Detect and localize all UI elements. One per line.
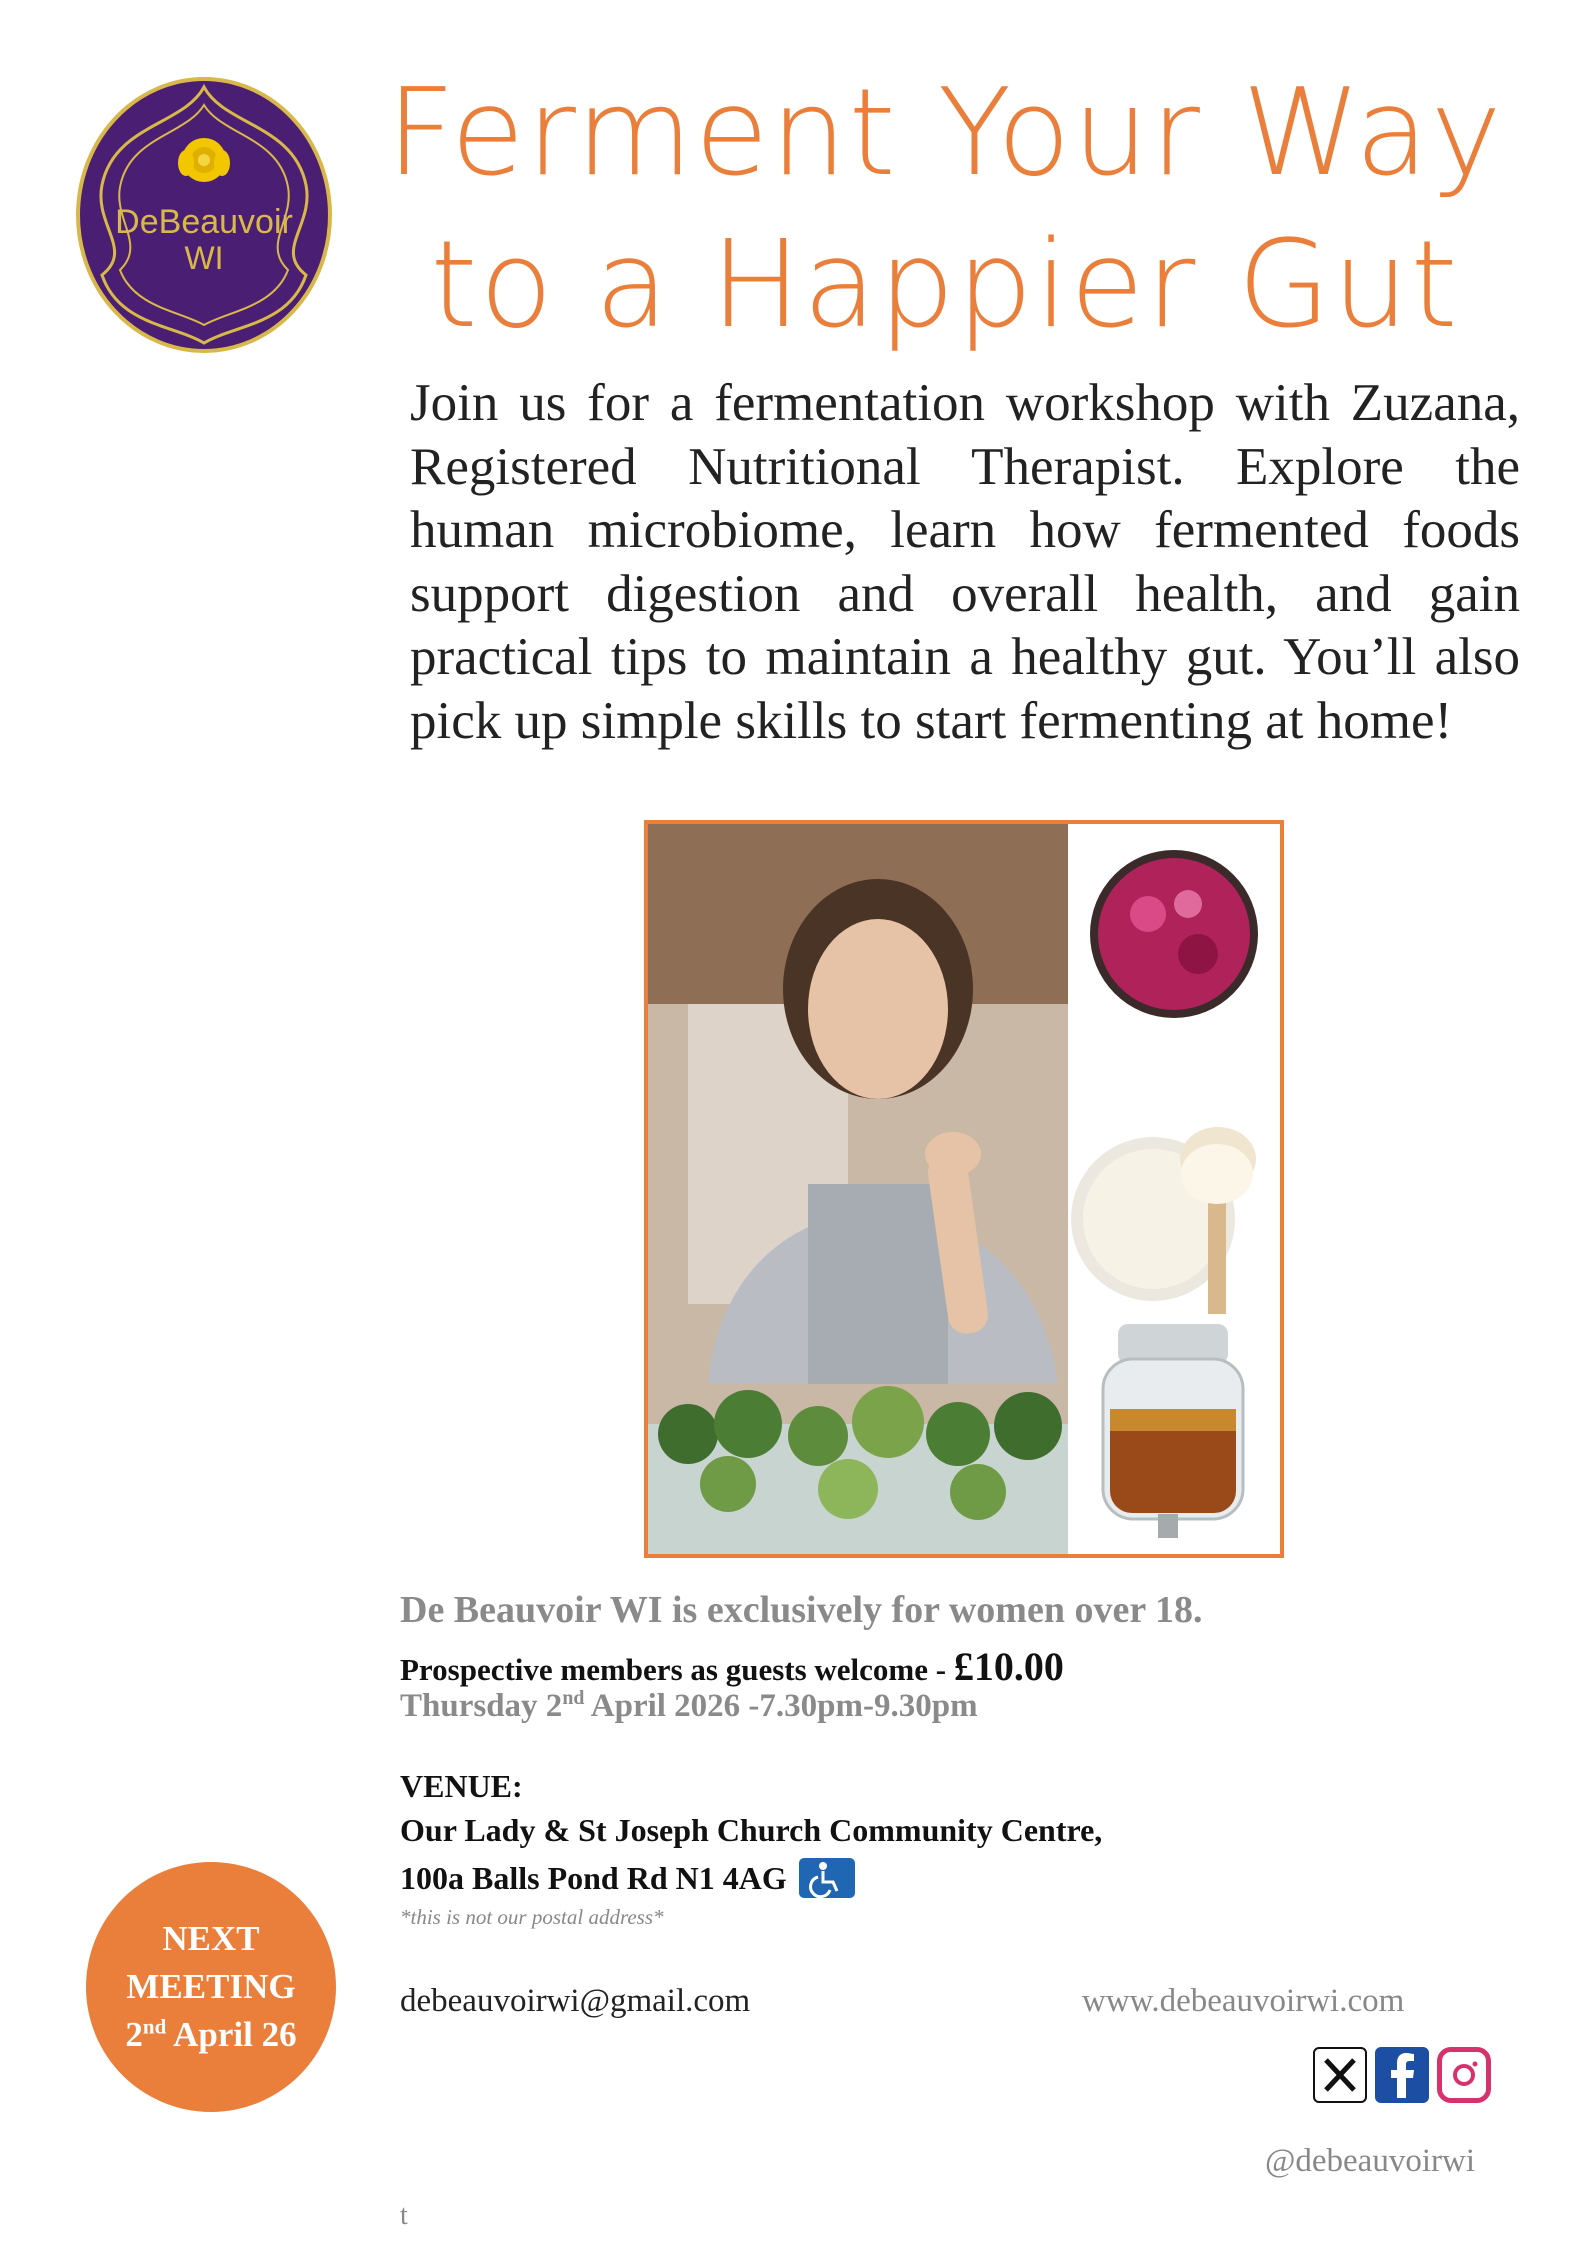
badge-line-2: MEETING <box>126 1967 296 2006</box>
guest-text: Prospective members as guests welcome - <box>400 1652 954 1687</box>
postal-address-note: *this is not our postal address* <box>400 1905 664 1929</box>
stray-text: t <box>400 2200 408 2231</box>
debeauvoir-wi-logo <box>74 75 334 355</box>
x-icon[interactable] <box>1313 2047 1367 2103</box>
guest-price: £10.00 <box>953 1644 1064 1689</box>
facebook-icon[interactable] <box>1375 2047 1429 2103</box>
page-title <box>370 58 1520 362</box>
social-icons <box>1313 2047 1491 2103</box>
date-prefix: Thursday 2 <box>400 1688 563 1724</box>
venue-label: VENUE: <box>400 1768 523 1804</box>
website-link[interactable]: www.debeauvoirwi.com <box>1082 1983 1405 2019</box>
guest-price-line <box>400 1643 1064 1690</box>
social-handle: @debeauvoirwi <box>1265 2143 1475 2179</box>
badge-month: April 26 <box>166 2015 297 2054</box>
next-meeting-badge <box>86 1862 336 2112</box>
badge-line-3 <box>86 2011 336 2059</box>
badge-day: 2 <box>125 2015 143 2054</box>
date-rest: April 2026 -7.30pm-9.30pm <box>584 1688 978 1724</box>
wheelchair-access-icon <box>799 1858 855 1898</box>
venue-address-text: 100a Balls Pond Rd N1 4AG <box>400 1859 787 1896</box>
logo-text-line2: WI <box>184 240 224 276</box>
badge-line-1: NEXT <box>162 1919 260 1958</box>
contact-email-link[interactable]: debeauvoirwi@gmail.com <box>400 1983 751 2019</box>
kombucha-jar <box>1103 1324 1243 1538</box>
venue-address <box>400 1858 855 1898</box>
title-line-1: Ferment Your Way <box>386 64 1504 203</box>
date-suffix-ordinal: nd <box>562 1687 585 1709</box>
red-sauerkraut-bowl <box>1090 850 1258 1018</box>
title-line-2: to a Happier Gut <box>430 216 1460 355</box>
badge-ordinal: nd <box>142 2014 167 2039</box>
logo-text-line1: DeBeauvoir <box>115 203 293 241</box>
intro-paragraph: Join us for a fermentation workshop with Zuzana, Registered Nutritional Therapist. Explore the human microbiome, learn how fermented foods support digestion and overall health, and gain practical tips to maintain a healthy gut. You’ll also pick up simple skills to start fermenting at home! <box>410 374 1520 750</box>
venue-name: Our Lady & St Joseph Church Community Centre, <box>400 1812 1103 1848</box>
instagram-icon[interactable] <box>1437 2047 1491 2103</box>
event-date-time <box>400 1688 978 1725</box>
membership-notice: De Beauvoir WI is exclusively for women over 18. <box>400 1589 1203 1631</box>
workshop-photo-collage <box>644 820 1284 1558</box>
